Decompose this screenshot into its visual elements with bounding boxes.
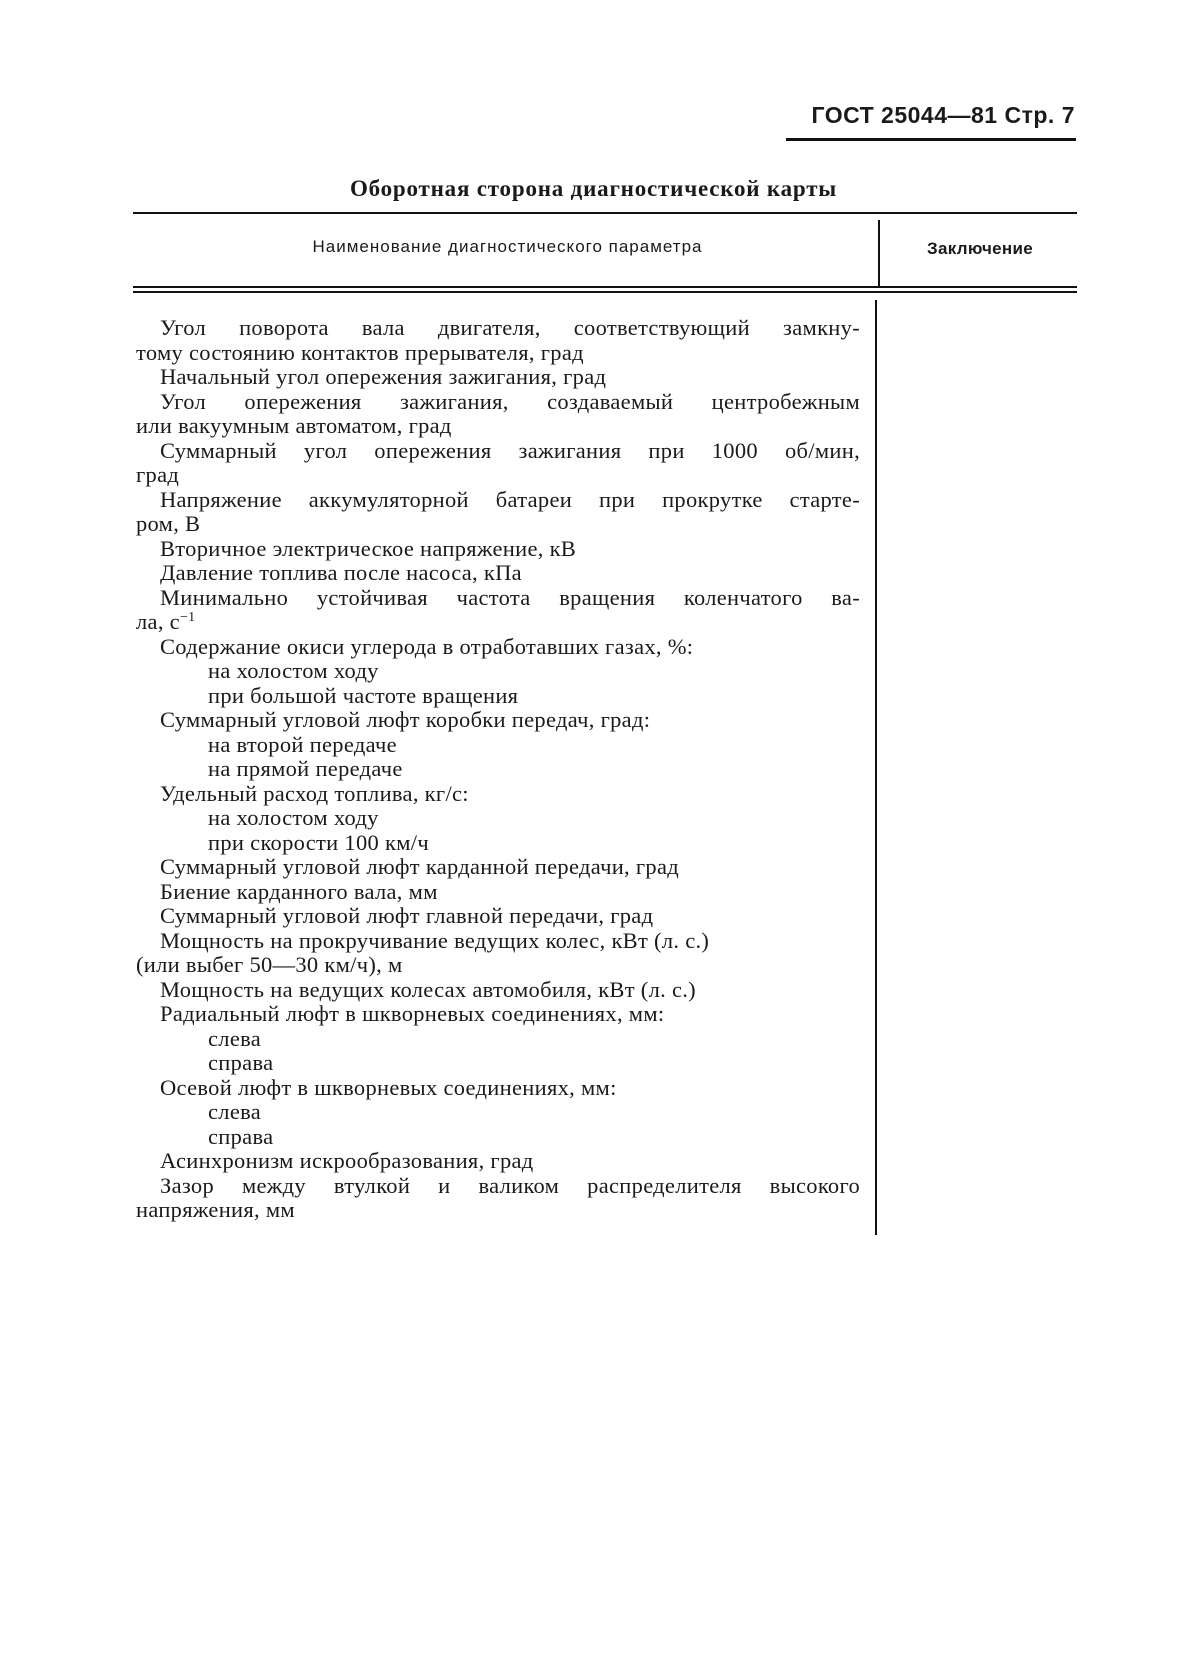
header-bottom-rule-2	[133, 291, 1077, 293]
list-item: Содержание окиси углерода в отработавших газах, %:	[160, 633, 694, 659]
header-bottom-rule-1	[133, 286, 1077, 288]
column-header-parameter: Наименование диагностического параметра	[312, 237, 703, 256]
column-divider-body	[875, 300, 877, 1235]
list-item: Осевой люфт в шкворневых соединениях, мм:	[160, 1074, 617, 1100]
list-item: Мощность на ведущих колесах автомобиля, кВт (л. с.)	[160, 976, 696, 1002]
page-number: Стр. 7	[1004, 102, 1075, 128]
list-item: на второй передаче	[208, 731, 397, 757]
header-rule	[786, 138, 1076, 141]
list-item: при скорости 100 км/ч	[208, 829, 429, 855]
page-header	[811, 102, 1075, 129]
list-item: Давление топлива после насоса, кПа	[160, 560, 522, 585]
list-item: слева	[208, 1025, 262, 1051]
list-item: на холостом ходу	[208, 658, 379, 683]
list-item: слева	[208, 1099, 262, 1124]
list-item: при большой частоте вращения	[208, 682, 519, 708]
list-item: справа	[208, 1050, 274, 1075]
list-item: Радиальный люфт в шкворневых соединениях, мм:	[160, 1001, 665, 1026]
list-item: Угол опережения зажигания, создаваемый центробежным	[160, 388, 860, 414]
list-item: или вакуумным автоматом, град	[136, 413, 452, 438]
list-item: Угол поворота вала двигателя, соответствующий замкну-	[160, 315, 860, 340]
list-item-text: ла, с	[136, 609, 180, 634]
superscript: −1	[179, 610, 196, 625]
list-item: Суммарный угловой люфт коробки передач, град:	[160, 707, 651, 732]
list-item: Начальный угол опережения зажигания, град	[160, 364, 607, 389]
list-item: Суммарный угловой люфт главной передачи, град	[160, 903, 654, 928]
list-item: Удельный расход топлива, кг/с:	[160, 780, 469, 806]
list-item: Биение карданного вала, мм	[160, 878, 438, 904]
list-item: тому состоянию контактов прерывателя, град	[136, 339, 584, 365]
list-item: справа	[208, 1123, 274, 1149]
list-item: Напряжение аккумуляторной батареи при прокрутке старте-	[160, 486, 860, 512]
parameter-list	[136, 316, 860, 1223]
list-item: Суммарный угол опережения зажигания при 1000 об/мин,	[160, 437, 860, 463]
list-item: Вторичное электрическое напряжение, кВ	[160, 535, 577, 561]
list-item: Зазор между втулкой и валиком распределителя высокого	[160, 1172, 860, 1198]
column-header-conclusion: Заключение	[927, 239, 1033, 258]
list-item: Асинхронизм искрообразования, град	[160, 1148, 534, 1173]
list-item: Мощность на прокручивание ведущих колес, кВт (л. с.)	[160, 927, 710, 953]
table-top-rule	[133, 212, 1077, 214]
list-item: на прямой передаче	[208, 756, 403, 781]
list-item: ром, В	[136, 511, 201, 536]
list-item: напряжения, мм	[136, 1197, 295, 1222]
page-title: Оборотная сторона диагностической карты	[349, 176, 838, 201]
list-item: Суммарный угловой люфт карданной передачи, град	[160, 854, 680, 879]
standard-code: ГОСТ 25044—81	[811, 102, 998, 128]
list-item: (или выбег 50—30 км/ч), м	[136, 952, 403, 977]
list-item: на холостом ходу	[208, 805, 379, 830]
list-item: град	[136, 462, 180, 487]
list-item: Минимально устойчивая частота вращения коленчатого ва-	[160, 584, 860, 610]
list-item	[136, 610, 860, 635]
